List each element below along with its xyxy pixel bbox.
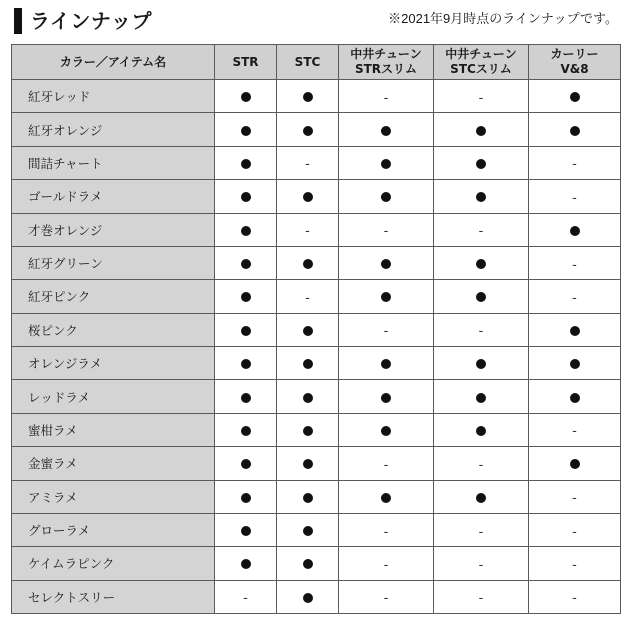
table-body <box>12 80 621 614</box>
table-row <box>12 80 621 113</box>
column-header-line2: V&8 <box>560 62 589 76</box>
unavailable-dash: - <box>478 224 484 240</box>
availability-cell <box>434 213 529 246</box>
available-dot-icon <box>241 92 251 102</box>
unavailable-dash: - <box>478 457 484 473</box>
available-dot-icon <box>303 359 313 369</box>
unavailable-dash: - <box>305 290 310 306</box>
availability-cell <box>339 480 434 513</box>
table-row <box>12 347 621 380</box>
available-dot-icon <box>303 459 313 469</box>
column-header-line1: カーリー <box>550 47 599 61</box>
available-dot-icon <box>303 326 313 336</box>
available-dot-icon <box>570 126 580 136</box>
availability-cell <box>215 180 277 213</box>
available-dot-icon <box>303 192 313 202</box>
unavailable-dash: - <box>478 90 484 106</box>
lineup-date-note: ※2021年9月時点のラインナップです。 <box>388 11 618 26</box>
unavailable-dash: - <box>478 591 484 607</box>
available-dot-icon <box>241 493 251 503</box>
available-dot-icon <box>476 292 486 302</box>
availability-cell <box>339 280 434 313</box>
color-name-cell: 間詰チャート <box>12 146 215 179</box>
color-name-cell: 桜ピンク <box>12 313 215 346</box>
availability-cell <box>529 313 621 346</box>
available-dot-icon <box>241 159 251 169</box>
availability-cell <box>277 413 339 446</box>
availability-cell <box>339 146 434 179</box>
available-dot-icon <box>381 393 391 403</box>
unavailable-dash: - <box>383 457 389 473</box>
available-dot-icon <box>381 426 391 436</box>
available-dot-icon <box>381 259 391 269</box>
availability-cell <box>277 80 339 113</box>
color-name-cell: 才巻オレンジ <box>12 213 215 246</box>
availability-cell <box>215 513 277 546</box>
available-dot-icon <box>476 259 486 269</box>
available-dot-icon <box>476 393 486 403</box>
availability-cell <box>529 180 621 213</box>
available-dot-icon <box>381 292 391 302</box>
availability-cell <box>339 513 434 546</box>
available-dot-icon <box>303 426 313 436</box>
available-dot-icon <box>381 159 391 169</box>
unavailable-dash: - <box>243 591 248 607</box>
availability-cell <box>215 413 277 446</box>
unavailable-dash: - <box>572 557 577 573</box>
availability-cell <box>277 213 339 246</box>
color-name-cell: 金蜜ラメ <box>12 447 215 480</box>
available-dot-icon <box>241 459 251 469</box>
available-dot-icon <box>303 493 313 503</box>
availability-cell <box>339 380 434 413</box>
available-dot-icon <box>570 92 580 102</box>
available-dot-icon <box>570 226 580 236</box>
availability-cell <box>277 146 339 179</box>
availability-cell <box>529 347 621 380</box>
column-header-line1: カラー／アイテム名 <box>59 54 167 69</box>
availability-cell <box>215 113 277 146</box>
color-name-cell: 紅牙グリーン <box>12 246 215 279</box>
available-dot-icon <box>303 559 313 569</box>
availability-cell <box>529 80 621 113</box>
availability-cell <box>434 113 529 146</box>
availability-cell <box>277 347 339 380</box>
available-dot-icon <box>241 426 251 436</box>
available-dot-icon <box>381 126 391 136</box>
color-name-cell: 紅牙オレンジ <box>12 113 215 146</box>
availability-cell <box>434 580 529 613</box>
availability-cell <box>339 347 434 380</box>
availability-cell <box>277 113 339 146</box>
availability-cell <box>277 480 339 513</box>
table-row <box>12 380 621 413</box>
availability-cell <box>277 180 339 213</box>
available-dot-icon <box>303 92 313 102</box>
availability-cell <box>529 113 621 146</box>
availability-cell <box>339 80 434 113</box>
availability-cell <box>434 146 529 179</box>
availability-cell <box>215 213 277 246</box>
availability-cell <box>529 246 621 279</box>
table-row <box>12 413 621 446</box>
available-dot-icon <box>381 493 391 503</box>
color-name-cell: セレクトスリー <box>12 580 215 613</box>
availability-cell <box>339 447 434 480</box>
column-header-str <box>215 45 277 80</box>
unavailable-dash: - <box>383 324 389 340</box>
availability-cell <box>434 547 529 580</box>
table-row <box>12 447 621 480</box>
availability-cell <box>277 380 339 413</box>
available-dot-icon <box>241 292 251 302</box>
availability-cell <box>529 213 621 246</box>
unavailable-dash: - <box>572 591 577 607</box>
available-dot-icon <box>476 359 486 369</box>
column-header-line1: 中井チューン <box>445 47 517 61</box>
availability-cell <box>215 313 277 346</box>
availability-cell <box>339 113 434 146</box>
table-row <box>12 213 621 246</box>
column-header-curly-v8 <box>529 45 621 80</box>
column-header-stc <box>277 45 339 80</box>
unavailable-dash: - <box>478 557 484 573</box>
unavailable-dash: - <box>478 324 484 340</box>
color-name-cell: グローラメ <box>12 513 215 546</box>
availability-cell <box>277 246 339 279</box>
table-row <box>12 580 621 613</box>
availability-cell <box>434 280 529 313</box>
table-row <box>12 280 621 313</box>
availability-cell <box>434 313 529 346</box>
availability-cell <box>434 347 529 380</box>
available-dot-icon <box>381 192 391 202</box>
available-dot-icon <box>241 359 251 369</box>
unavailable-dash: - <box>383 224 389 240</box>
available-dot-icon <box>381 359 391 369</box>
availability-cell <box>215 380 277 413</box>
color-name-cell: 紅牙ピンク <box>12 280 215 313</box>
unavailable-dash: - <box>572 524 577 540</box>
color-name-cell: レッドラメ <box>12 380 215 413</box>
available-dot-icon <box>241 192 251 202</box>
available-dot-icon <box>303 126 313 136</box>
unavailable-dash: - <box>572 157 577 173</box>
availability-cell <box>277 547 339 580</box>
availability-cell <box>339 547 434 580</box>
page-title: ラインナップ <box>30 9 152 33</box>
availability-cell <box>434 413 529 446</box>
column-header-nakai-str-slim <box>339 45 434 80</box>
unavailable-dash: - <box>478 524 484 540</box>
color-name-cell: アミラメ <box>12 480 215 513</box>
available-dot-icon <box>241 559 251 569</box>
column-header-line1: 中井チューン <box>350 47 422 61</box>
availability-cell <box>339 580 434 613</box>
availability-cell <box>277 580 339 613</box>
availability-cell <box>215 246 277 279</box>
availability-cell <box>215 146 277 179</box>
availability-cell <box>529 480 621 513</box>
availability-cell <box>339 313 434 346</box>
color-name-cell: ケイムラピンク <box>12 547 215 580</box>
available-dot-icon <box>570 393 580 403</box>
availability-cell <box>215 280 277 313</box>
unavailable-dash: - <box>572 257 577 273</box>
lineup-table <box>11 44 621 614</box>
unavailable-dash: - <box>572 491 577 507</box>
availability-cell <box>215 580 277 613</box>
available-dot-icon <box>241 259 251 269</box>
available-dot-icon <box>241 326 251 336</box>
available-dot-icon <box>303 593 313 603</box>
table-row <box>12 180 621 213</box>
availability-cell <box>339 213 434 246</box>
availability-cell <box>434 480 529 513</box>
table-row <box>12 313 621 346</box>
table-row <box>12 146 621 179</box>
unavailable-dash: - <box>305 224 310 240</box>
available-dot-icon <box>303 259 313 269</box>
available-dot-icon <box>241 393 251 403</box>
available-dot-icon <box>476 426 486 436</box>
column-header-nakai-stc-slim <box>434 45 529 80</box>
availability-cell <box>434 447 529 480</box>
available-dot-icon <box>303 526 313 536</box>
table-row <box>12 246 621 279</box>
availability-cell <box>529 580 621 613</box>
table-row <box>12 113 621 146</box>
color-name-cell: 紅牙レッド <box>12 80 215 113</box>
availability-cell <box>529 513 621 546</box>
availability-cell <box>339 180 434 213</box>
column-header-line1: STR <box>232 54 259 69</box>
availability-cell <box>215 547 277 580</box>
available-dot-icon <box>570 459 580 469</box>
unavailable-dash: - <box>572 290 577 306</box>
available-dot-icon <box>241 126 251 136</box>
available-dot-icon <box>476 493 486 503</box>
availability-cell <box>215 480 277 513</box>
unavailable-dash: - <box>383 557 389 573</box>
availability-cell <box>215 347 277 380</box>
available-dot-icon <box>303 393 313 403</box>
color-name-cell: 蜜柑ラメ <box>12 413 215 446</box>
availability-cell <box>215 80 277 113</box>
availability-cell <box>277 447 339 480</box>
availability-cell <box>529 413 621 446</box>
title-accent-bar <box>14 8 22 34</box>
availability-cell <box>277 313 339 346</box>
available-dot-icon <box>476 126 486 136</box>
availability-cell <box>529 547 621 580</box>
color-name-cell: オレンジラメ <box>12 347 215 380</box>
table-row <box>12 547 621 580</box>
available-dot-icon <box>570 326 580 336</box>
available-dot-icon <box>476 192 486 202</box>
availability-cell <box>434 80 529 113</box>
availability-cell <box>529 380 621 413</box>
availability-cell <box>277 513 339 546</box>
availability-cell <box>434 513 529 546</box>
availability-cell <box>339 246 434 279</box>
column-header-line2: STRスリム <box>354 62 418 76</box>
table-row <box>12 513 621 546</box>
unavailable-dash: - <box>383 524 389 540</box>
color-name-cell: ゴールドラメ <box>12 180 215 213</box>
column-header-line2: STCスリム <box>450 62 512 76</box>
unavailable-dash: - <box>305 157 310 173</box>
availability-cell <box>529 280 621 313</box>
available-dot-icon <box>570 359 580 369</box>
availability-cell <box>529 447 621 480</box>
unavailable-dash: - <box>383 591 389 607</box>
availability-cell <box>215 447 277 480</box>
table-header-row <box>12 45 621 80</box>
unavailable-dash: - <box>572 424 577 440</box>
unavailable-dash: - <box>572 190 577 206</box>
available-dot-icon <box>476 159 486 169</box>
available-dot-icon <box>241 526 251 536</box>
availability-cell <box>434 180 529 213</box>
available-dot-icon <box>241 226 251 236</box>
column-header-line1: STC <box>294 54 321 69</box>
availability-cell <box>434 246 529 279</box>
availability-cell <box>529 146 621 179</box>
column-header-color-item <box>12 45 215 80</box>
availability-cell <box>339 413 434 446</box>
availability-cell <box>434 380 529 413</box>
availability-cell <box>277 280 339 313</box>
unavailable-dash: - <box>383 90 389 106</box>
table-row <box>12 480 621 513</box>
